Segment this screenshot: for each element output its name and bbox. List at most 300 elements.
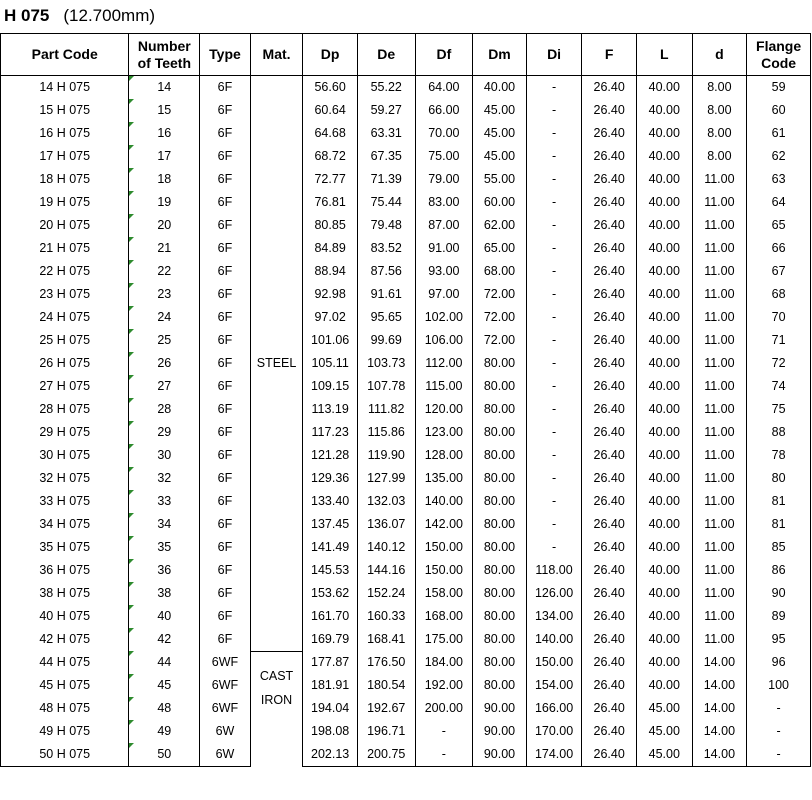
cell-part-code: 29 H 075 — [1, 421, 129, 444]
cell-dm: 65.00 — [473, 237, 527, 260]
cell-de: 196.71 — [357, 720, 415, 743]
cell-type: 6F — [200, 490, 251, 513]
cell-dm: 80.00 — [473, 605, 527, 628]
cell-di: - — [526, 467, 582, 490]
cell-teeth — [129, 237, 200, 260]
header-row — [1, 34, 811, 76]
cell-l: 40.00 — [636, 122, 692, 145]
material-cell-steel: STEEL — [250, 76, 303, 652]
cell-df: 87.00 — [415, 214, 473, 237]
cell-l: 40.00 — [636, 237, 692, 260]
cell-part-code: 19 H 075 — [1, 191, 129, 214]
cell-f: 26.40 — [582, 122, 637, 145]
cell-dp: 88.94 — [303, 260, 358, 283]
cell-f: 26.40 — [582, 743, 637, 767]
cell-type: 6WF — [200, 697, 251, 720]
cell-comment-marker — [129, 122, 134, 127]
cell-dp: 105.11 — [303, 352, 358, 375]
cell-comment-marker — [129, 76, 134, 81]
table-row — [1, 375, 811, 398]
cell-flange-code: 65 — [747, 214, 811, 237]
cell-part-code: 33 H 075 — [1, 490, 129, 513]
cell-type: 6F — [200, 99, 251, 122]
cell-de: 192.67 — [357, 697, 415, 720]
cell-type: 6F — [200, 214, 251, 237]
cell-dm: 45.00 — [473, 99, 527, 122]
cell-teeth — [129, 490, 200, 513]
cell-comment-marker — [129, 743, 134, 748]
cell-df: - — [415, 720, 473, 743]
cell-de: 67.35 — [357, 145, 415, 168]
cell-flange-code: 81 — [747, 490, 811, 513]
cell-df: 184.00 — [415, 651, 473, 674]
cell-flange-code: 60 — [747, 99, 811, 122]
cell-teeth-value: 36 — [157, 563, 172, 577]
cell-teeth-value: 32 — [157, 471, 172, 485]
cell-comment-marker — [129, 145, 134, 150]
cell-teeth — [129, 743, 200, 767]
cell-teeth-value: 29 — [157, 425, 172, 439]
cell-teeth — [129, 582, 200, 605]
cell-de: 168.41 — [357, 628, 415, 651]
cell-di: - — [526, 214, 582, 237]
cell-f: 26.40 — [582, 191, 637, 214]
cell-part-code: 20 H 075 — [1, 214, 129, 237]
cell-dm: 40.00 — [473, 76, 527, 100]
cell-d: 11.00 — [692, 605, 747, 628]
cell-dp: 133.40 — [303, 490, 358, 513]
cell-part-code: 36 H 075 — [1, 559, 129, 582]
cell-comment-marker — [129, 720, 134, 725]
cell-d: 11.00 — [692, 237, 747, 260]
cell-type: 6F — [200, 76, 251, 100]
cell-df: 66.00 — [415, 99, 473, 122]
cell-dm: 80.00 — [473, 490, 527, 513]
cell-dp: 145.53 — [303, 559, 358, 582]
cell-f: 26.40 — [582, 168, 637, 191]
table-row — [1, 605, 811, 628]
cell-l: 40.00 — [636, 559, 692, 582]
cell-dp: 177.87 — [303, 651, 358, 674]
cell-type: 6F — [200, 375, 251, 398]
cell-dm: 80.00 — [473, 375, 527, 398]
cell-d: 8.00 — [692, 122, 747, 145]
cell-l: 40.00 — [636, 352, 692, 375]
cell-comment-marker — [129, 559, 134, 564]
cell-flange-code: 80 — [747, 467, 811, 490]
cell-d: 11.00 — [692, 536, 747, 559]
cell-teeth-value: 34 — [157, 517, 172, 531]
cell-di: - — [526, 260, 582, 283]
cell-d: 11.00 — [692, 214, 747, 237]
cell-teeth — [129, 306, 200, 329]
cell-dp: 161.70 — [303, 605, 358, 628]
cell-df: 64.00 — [415, 76, 473, 100]
cell-d: 8.00 — [692, 145, 747, 168]
cell-dp: 64.68 — [303, 122, 358, 145]
cell-l: 40.00 — [636, 145, 692, 168]
cell-dp: 97.02 — [303, 306, 358, 329]
cell-f: 26.40 — [582, 283, 637, 306]
cell-teeth — [129, 605, 200, 628]
cell-de: 95.65 — [357, 306, 415, 329]
cell-type: 6F — [200, 513, 251, 536]
cell-flange-code: 75 — [747, 398, 811, 421]
cell-teeth — [129, 536, 200, 559]
cell-flange-code: 81 — [747, 513, 811, 536]
cell-teeth-value: 48 — [157, 701, 172, 715]
cell-part-code: 38 H 075 — [1, 582, 129, 605]
cell-f: 26.40 — [582, 99, 637, 122]
cell-d: 11.00 — [692, 467, 747, 490]
column-header-d: d — [692, 34, 747, 76]
cell-teeth-value: 42 — [157, 632, 172, 646]
table-row — [1, 99, 811, 122]
table-row — [1, 306, 811, 329]
cell-d: 8.00 — [692, 99, 747, 122]
cell-df: - — [415, 743, 473, 767]
cell-di: - — [526, 168, 582, 191]
cell-type: 6W — [200, 743, 251, 767]
material-cell-cast-iron: CAST IRON — [250, 651, 303, 767]
cell-l: 40.00 — [636, 674, 692, 697]
cell-part-code: 27 H 075 — [1, 375, 129, 398]
cell-d: 11.00 — [692, 582, 747, 605]
cell-type: 6F — [200, 145, 251, 168]
cell-type: 6WF — [200, 674, 251, 697]
cell-di: - — [526, 352, 582, 375]
cell-teeth — [129, 76, 200, 100]
cell-type: 6W — [200, 720, 251, 743]
table-title — [4, 5, 155, 29]
cell-type: 6F — [200, 306, 251, 329]
cell-dm: 60.00 — [473, 191, 527, 214]
cell-f: 26.40 — [582, 651, 637, 674]
cell-dp: 72.77 — [303, 168, 358, 191]
table-row — [1, 237, 811, 260]
cell-type: 6F — [200, 260, 251, 283]
cell-de: 144.16 — [357, 559, 415, 582]
column-header-type: Type — [200, 34, 251, 76]
cell-f: 26.40 — [582, 582, 637, 605]
cell-flange-code: 67 — [747, 260, 811, 283]
cell-dm: 80.00 — [473, 674, 527, 697]
cell-part-code: 49 H 075 — [1, 720, 129, 743]
cell-dp: 194.04 — [303, 697, 358, 720]
cell-part-code: 26 H 075 — [1, 352, 129, 375]
cell-df: 192.00 — [415, 674, 473, 697]
table-row — [1, 697, 811, 720]
cell-flange-code: - — [747, 697, 811, 720]
cell-l: 40.00 — [636, 191, 692, 214]
cell-de: 103.73 — [357, 352, 415, 375]
cell-teeth-value: 38 — [157, 586, 172, 600]
cell-teeth — [129, 329, 200, 352]
cell-f: 26.40 — [582, 697, 637, 720]
cell-dm: 80.00 — [473, 628, 527, 651]
cell-comment-marker — [129, 467, 134, 472]
column-header-de: De — [357, 34, 415, 76]
table-row — [1, 260, 811, 283]
cell-l: 40.00 — [636, 582, 692, 605]
cell-f: 26.40 — [582, 375, 637, 398]
cell-df: 175.00 — [415, 628, 473, 651]
cell-dm: 72.00 — [473, 306, 527, 329]
cell-f: 26.40 — [582, 536, 637, 559]
column-header-l: L — [636, 34, 692, 76]
cell-di: - — [526, 122, 582, 145]
cell-part-code: 40 H 075 — [1, 605, 129, 628]
cell-part-code: 16 H 075 — [1, 122, 129, 145]
cell-teeth-value: 40 — [157, 609, 172, 623]
cell-di: 118.00 — [526, 559, 582, 582]
cell-de: 63.31 — [357, 122, 415, 145]
cell-type: 6F — [200, 398, 251, 421]
cell-di: 170.00 — [526, 720, 582, 743]
cell-df: 70.00 — [415, 122, 473, 145]
table-row — [1, 467, 811, 490]
cell-l: 40.00 — [636, 628, 692, 651]
cell-di: - — [526, 191, 582, 214]
cell-f: 26.40 — [582, 444, 637, 467]
cell-dm: 90.00 — [473, 697, 527, 720]
cell-flange-code: 63 — [747, 168, 811, 191]
cell-flange-code: 68 — [747, 283, 811, 306]
cell-f: 26.40 — [582, 306, 637, 329]
cell-dp: 202.13 — [303, 743, 358, 767]
cell-d: 14.00 — [692, 720, 747, 743]
cell-teeth — [129, 191, 200, 214]
cell-de: 200.75 — [357, 743, 415, 767]
table-row — [1, 628, 811, 651]
cell-df: 97.00 — [415, 283, 473, 306]
cell-f: 26.40 — [582, 76, 637, 100]
cell-type: 6WF — [200, 651, 251, 674]
cell-f: 26.40 — [582, 214, 637, 237]
cell-type: 6F — [200, 191, 251, 214]
cell-f: 26.40 — [582, 490, 637, 513]
cell-teeth — [129, 99, 200, 122]
cell-part-code: 32 H 075 — [1, 467, 129, 490]
cell-l: 40.00 — [636, 168, 692, 191]
cell-comment-marker — [129, 283, 134, 288]
cell-teeth — [129, 260, 200, 283]
cell-df: 106.00 — [415, 329, 473, 352]
cell-l: 40.00 — [636, 375, 692, 398]
cell-teeth-value: 25 — [157, 333, 172, 347]
cell-dm: 80.00 — [473, 513, 527, 536]
cell-dm: 80.00 — [473, 582, 527, 605]
cell-l: 40.00 — [636, 76, 692, 100]
cell-f: 26.40 — [582, 467, 637, 490]
cell-flange-code: - — [747, 720, 811, 743]
cell-de: 127.99 — [357, 467, 415, 490]
cell-di: - — [526, 536, 582, 559]
cell-comment-marker — [129, 444, 134, 449]
cell-de: 55.22 — [357, 76, 415, 100]
cell-de: 136.07 — [357, 513, 415, 536]
table-row — [1, 122, 811, 145]
column-header-di: Di — [526, 34, 582, 76]
cell-comment-marker — [129, 697, 134, 702]
cell-flange-code: 66 — [747, 237, 811, 260]
cell-dm: 80.00 — [473, 467, 527, 490]
cell-flange-code: 62 — [747, 145, 811, 168]
cell-comment-marker — [129, 352, 134, 357]
cell-df: 120.00 — [415, 398, 473, 421]
cell-de: 91.61 — [357, 283, 415, 306]
cell-df: 102.00 — [415, 306, 473, 329]
cell-l: 40.00 — [636, 490, 692, 513]
cell-dm: 62.00 — [473, 214, 527, 237]
cell-df: 135.00 — [415, 467, 473, 490]
cell-comment-marker — [129, 536, 134, 541]
cell-f: 26.40 — [582, 329, 637, 352]
table-row — [1, 582, 811, 605]
cell-df: 93.00 — [415, 260, 473, 283]
cell-f: 26.40 — [582, 674, 637, 697]
cell-di: 174.00 — [526, 743, 582, 767]
cell-f: 26.40 — [582, 237, 637, 260]
cell-teeth-value: 30 — [157, 448, 172, 462]
cell-comment-marker — [129, 375, 134, 380]
cell-df: 79.00 — [415, 168, 473, 191]
cell-de: 176.50 — [357, 651, 415, 674]
cell-di: 126.00 — [526, 582, 582, 605]
cell-teeth-value: 28 — [157, 402, 172, 416]
cell-teeth-value: 49 — [157, 724, 172, 738]
cell-comment-marker — [129, 214, 134, 219]
cell-comment-marker — [129, 513, 134, 518]
cell-l: 45.00 — [636, 720, 692, 743]
cell-dp: 117.23 — [303, 421, 358, 444]
cell-dp: 92.98 — [303, 283, 358, 306]
cell-teeth — [129, 513, 200, 536]
table-row — [1, 214, 811, 237]
cell-l: 40.00 — [636, 421, 692, 444]
cell-d: 14.00 — [692, 697, 747, 720]
cell-l: 40.00 — [636, 536, 692, 559]
cell-part-code: 48 H 075 — [1, 697, 129, 720]
cell-part-code: 28 H 075 — [1, 398, 129, 421]
cell-dm: 80.00 — [473, 559, 527, 582]
cell-part-code: 18 H 075 — [1, 168, 129, 191]
cell-teeth-value: 35 — [157, 540, 172, 554]
cell-part-code: 30 H 075 — [1, 444, 129, 467]
cell-l: 40.00 — [636, 651, 692, 674]
cell-l: 40.00 — [636, 444, 692, 467]
cell-flange-code: 88 — [747, 421, 811, 444]
cell-type: 6F — [200, 352, 251, 375]
cell-teeth — [129, 421, 200, 444]
column-header-teeth: Number of Teeth — [129, 34, 200, 76]
cell-dm: 80.00 — [473, 421, 527, 444]
cell-teeth-value: 44 — [157, 655, 172, 669]
cell-di: - — [526, 444, 582, 467]
cell-l: 45.00 — [636, 743, 692, 767]
cell-comment-marker — [129, 329, 134, 334]
cell-d: 11.00 — [692, 306, 747, 329]
cell-f: 26.40 — [582, 559, 637, 582]
cell-teeth — [129, 168, 200, 191]
cell-comment-marker — [129, 421, 134, 426]
cell-part-code: 34 H 075 — [1, 513, 129, 536]
cell-d: 11.00 — [692, 283, 747, 306]
cell-d: 8.00 — [692, 76, 747, 100]
cell-comment-marker — [129, 674, 134, 679]
cell-comment-marker — [129, 237, 134, 242]
cell-df: 91.00 — [415, 237, 473, 260]
cell-di: - — [526, 99, 582, 122]
cell-part-code: 17 H 075 — [1, 145, 129, 168]
cell-df: 158.00 — [415, 582, 473, 605]
table-row — [1, 674, 811, 697]
cell-type: 6F — [200, 582, 251, 605]
cell-d: 11.00 — [692, 513, 747, 536]
cell-dm: 45.00 — [473, 122, 527, 145]
cell-teeth — [129, 651, 200, 674]
cell-l: 40.00 — [636, 99, 692, 122]
cell-f: 26.40 — [582, 352, 637, 375]
cell-dm: 80.00 — [473, 398, 527, 421]
table-row — [1, 651, 811, 674]
cell-flange-code: 96 — [747, 651, 811, 674]
cell-dp: 181.91 — [303, 674, 358, 697]
cell-di: 150.00 — [526, 651, 582, 674]
table-row — [1, 743, 811, 767]
cell-d: 11.00 — [692, 559, 747, 582]
cell-teeth — [129, 444, 200, 467]
cell-dp: 68.72 — [303, 145, 358, 168]
cell-comment-marker — [129, 582, 134, 587]
cell-teeth-value: 22 — [157, 264, 172, 278]
cell-de: 152.24 — [357, 582, 415, 605]
table-row — [1, 513, 811, 536]
cell-type: 6F — [200, 536, 251, 559]
cell-comment-marker — [129, 260, 134, 265]
cell-type: 6F — [200, 628, 251, 651]
cell-de: 87.56 — [357, 260, 415, 283]
cell-teeth — [129, 467, 200, 490]
cell-df: 142.00 — [415, 513, 473, 536]
cell-di: - — [526, 76, 582, 100]
cell-type: 6F — [200, 444, 251, 467]
cell-dm: 72.00 — [473, 283, 527, 306]
cell-dm: 80.00 — [473, 352, 527, 375]
cell-teeth-value: 24 — [157, 310, 172, 324]
cell-dp: 121.28 — [303, 444, 358, 467]
cell-de: 71.39 — [357, 168, 415, 191]
column-header-flange-code: Flange Code — [747, 34, 811, 76]
cell-f: 26.40 — [582, 628, 637, 651]
cell-f: 26.40 — [582, 145, 637, 168]
cell-d: 11.00 — [692, 375, 747, 398]
cell-l: 40.00 — [636, 214, 692, 237]
cell-dp: 141.49 — [303, 536, 358, 559]
cell-f: 26.40 — [582, 605, 637, 628]
cell-part-code: 42 H 075 — [1, 628, 129, 651]
table-row — [1, 421, 811, 444]
cell-de: 180.54 — [357, 674, 415, 697]
cell-di: - — [526, 145, 582, 168]
cell-dm: 80.00 — [473, 536, 527, 559]
cell-d: 11.00 — [692, 628, 747, 651]
cell-dm: 68.00 — [473, 260, 527, 283]
cell-flange-code: 59 — [747, 76, 811, 100]
table-row — [1, 145, 811, 168]
cell-di: - — [526, 375, 582, 398]
cell-de: 111.82 — [357, 398, 415, 421]
